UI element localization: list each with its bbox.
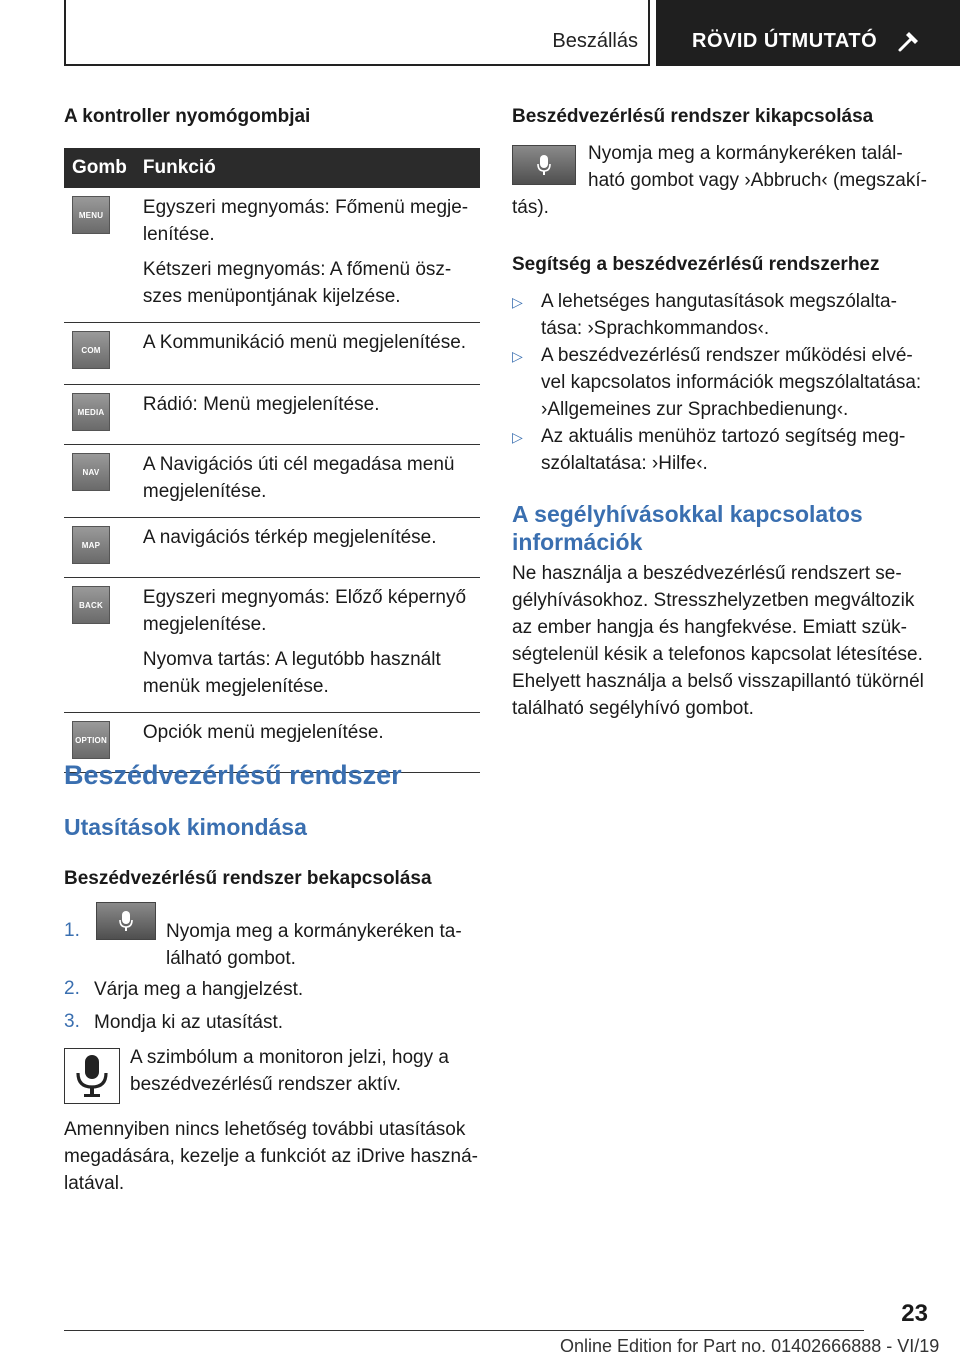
voice-on-title: Beszédvezérlésű rendszer bekapcsolása bbox=[64, 868, 432, 889]
function-text: Egyszeri megnyomás: Főmenü megje-lenítése. bbox=[142, 197, 469, 245]
microphone-button-icon bbox=[96, 902, 156, 940]
voice-off-text-end: tás). bbox=[512, 197, 549, 218]
help-item: Az aktuális menühöz tartozó segítség meg-szólaltatása: ›Hilfe‹. bbox=[541, 426, 906, 474]
header-right-rule bbox=[648, 0, 650, 66]
page-number: 23 bbox=[901, 1300, 928, 1327]
voice-heading: Beszédvezérlésű rendszer bbox=[64, 760, 402, 790]
function-text: Rádió: Menü megjelenítése. bbox=[142, 394, 380, 415]
microphone-button-icon bbox=[512, 145, 576, 185]
table-row bbox=[64, 385, 480, 445]
menu-button-icon: MENU bbox=[72, 196, 110, 234]
function-text: Kétszeri megnyomás: A főmenü ösz-szes menüpontjának kijelzése. bbox=[142, 259, 452, 307]
quick-guide-tab bbox=[656, 0, 960, 66]
table-row bbox=[64, 188, 480, 323]
col-function-header: Funkció bbox=[135, 148, 480, 188]
step-text: Nyomja meg a kormánykeréken ta-lálható gombot. bbox=[166, 921, 462, 969]
option-button-icon: OPTION bbox=[72, 721, 110, 759]
table-row bbox=[64, 323, 480, 385]
header-left-rule bbox=[64, 0, 66, 66]
emergency-paragraph: Ehelyett használja a belső visszapillantó tükörnél található segélyhívó gombot. bbox=[512, 671, 924, 719]
voice-help-title: Segítség a beszédvezérlésű rendszerhez bbox=[512, 254, 880, 275]
controller-table bbox=[64, 148, 480, 773]
back-button-icon: BACK bbox=[72, 586, 110, 624]
function-text: Nyomva tartás: A legutóbb használt menük megjelenítése. bbox=[142, 649, 441, 697]
table-row bbox=[64, 445, 480, 518]
help-item: A beszédvezérlésű rendszer működési elvé-vel kapcsolatos információk megszólaltatása: ›Allgemeines zur Sprachbedienung‹. bbox=[541, 345, 922, 420]
microphone-active-icon bbox=[64, 1048, 120, 1104]
voice-off-title: Beszédvezérlésű rendszer kikapcsolása bbox=[512, 106, 874, 127]
help-item: A lehetséges hangutasítások megszólalta-tása: ›Sprachkommandos‹. bbox=[541, 291, 897, 339]
no-more-options-text: Amennyiben nincs lehetőség további utasítások megadására, kezelje a funkciót az iDrive haszná-latával. bbox=[64, 1119, 478, 1194]
function-text: Opciók menü megjelenítése. bbox=[142, 722, 384, 743]
table-row bbox=[64, 578, 480, 713]
section-title: Beszállás bbox=[552, 30, 638, 52]
col-button-header: Gomb bbox=[64, 148, 135, 188]
com-button-icon: COM bbox=[72, 331, 110, 369]
header-underline bbox=[64, 64, 650, 66]
step-number: 2. bbox=[64, 978, 80, 999]
symbol-note: A szimbólum a monitoron jelzi, hogy a beszédvezérlésű rendszer aktív. bbox=[130, 1047, 449, 1095]
emergency-paragraph: Ne használja a beszédvezérlésű rendszert se-gélyhívásokhoz. Stresszhelyzetben megváltozik az ember hangja és hangfekvése. Emiatt szük-ségtelenül késik a telefonos kapcsolat létesítése. bbox=[512, 563, 923, 665]
voice-subheading: Utasítások kimondása bbox=[64, 814, 307, 840]
function-text: A navigációs térkép megjelenítése. bbox=[142, 527, 437, 548]
edition-note: Online Edition for Part no. 01402666888 - VI/19 bbox=[560, 1336, 940, 1356]
nav-button-icon: NAV bbox=[72, 453, 110, 491]
map-button-icon: MAP bbox=[72, 526, 110, 564]
wrench-icon bbox=[896, 28, 922, 54]
emergency-heading: A segélyhívásokkal kapcsolatos információk bbox=[512, 501, 863, 555]
footer-rule bbox=[64, 1330, 864, 1331]
media-button-icon: MEDIA bbox=[72, 393, 110, 431]
function-text: A Navigációs úti cél megadása menü megjelenítése. bbox=[142, 454, 455, 502]
step-text: Várja meg a hangjelzést. bbox=[94, 979, 304, 1000]
table-row bbox=[64, 518, 480, 578]
voice-off-text: Nyomja meg a kormánykeréken talál-ható gombot vagy ›Abbruch‹ (megszakí- bbox=[588, 143, 927, 191]
step-number: 1. bbox=[64, 920, 80, 941]
bullet-icon: ▷ bbox=[512, 429, 523, 445]
function-text: A Kommunikáció menü megjelenítése. bbox=[142, 332, 467, 353]
step-text: Mondja ki az utasítást. bbox=[94, 1012, 284, 1033]
quick-guide-label: RÖVID ÚTMUTATÓ bbox=[692, 30, 878, 52]
function-text: Egyszeri megnyomás: Előző képernyő megjelenítése. bbox=[142, 587, 467, 635]
controller-title: A kontroller nyomógombjai bbox=[64, 106, 311, 127]
bullet-icon: ▷ bbox=[512, 294, 523, 310]
step-number: 3. bbox=[64, 1011, 80, 1032]
bullet-icon: ▷ bbox=[512, 348, 523, 364]
